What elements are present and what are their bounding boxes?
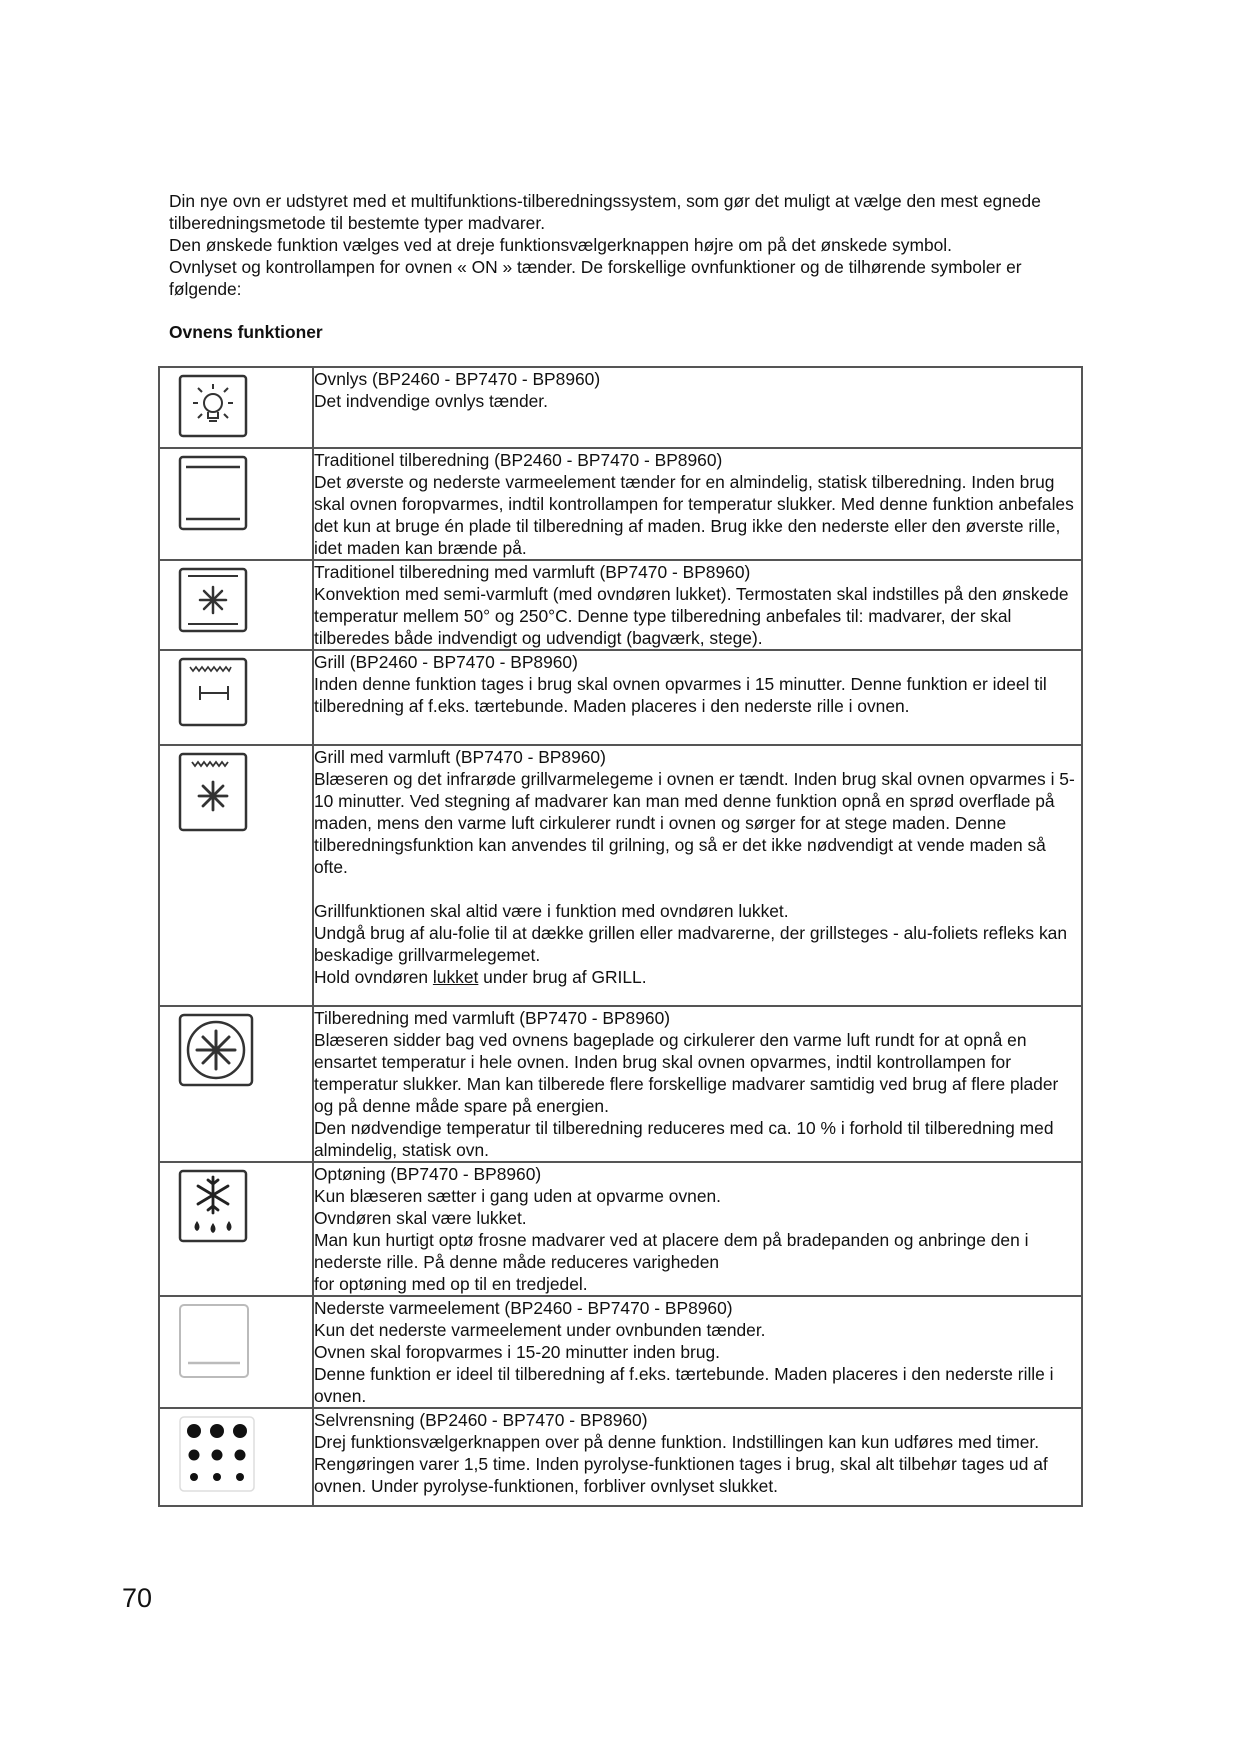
defrost-icon	[178, 1169, 248, 1233]
function-title: Traditionel tilberedning (BP2460 - BP7470 - BP8960)	[314, 450, 723, 470]
function-description: Konvektion med semi-varmluft (med ovndøren lukket). Termostaten skal indstilles på den ønskede temperatur mellem 50° og 250°C. Denne type tilberedning anbefales til: madvarer, der skal tilberedes både indvendigt og udvendigt (bagværk, stege).	[314, 584, 1069, 648]
conventional-fan-icon	[178, 567, 248, 631]
function-description: Blæseren og det infrarøde grillvarmelegeme i ovnen er tændt. Inden brug skal ovnen opvarmes i 5-10 minutter. Ved stegning af madvarer kan man med denne funktion opnå en sprød overflade på maden, mens den varme luft cirkulerer rundt i ovnen og sørger for at stege maden. Denne tilberedningsfunktion kan anvendes til grilning, og så er det ikke nødvendigt at vende maden så ofte.	[314, 769, 1075, 877]
function-description: Det indvendige ovnlys tænder.	[314, 391, 548, 411]
function-description: Inden denne funktion tages i brug skal ovnen opvarmes i 15 minutter. Denne funktion er ideel til tilberedning af f.eks. tærtebunde. Maden placeres i den nederste rille i ovnen.	[314, 674, 1047, 716]
functions-table	[158, 366, 1083, 1507]
function-title: Selvrensning (BP2460 - BP7470 - BP8960)	[314, 1410, 648, 1430]
function-description: Drej funktionsvælgerknappen over på denne funktion. Indstillingen kan kun udføres med timer. Rengøringen varer 1,5 time. Inden pyrolyse-funktionen tages i brug, skal alt tilbehør tages ud af ovnen. Under pyrolyse-funktionen, forbliver ovnlyset slukket.	[314, 1432, 1048, 1496]
top-bottom-heat-icon	[178, 455, 248, 519]
function-row-fan-grill	[159, 745, 1082, 1006]
intro-paragraph-1: Din nye ovn er udstyret med et multifunktions-tilberedningssystem, som gør det muligt at vælge den mest egnede tilberedningsmetode til bestemte typer madvarer.	[169, 191, 1041, 233]
grill-icon	[178, 657, 248, 721]
function-description: Kun blæseren sætter i gang uden at opvarme ovnen.	[314, 1186, 721, 1206]
section-title: Ovnens funktioner	[169, 322, 323, 342]
function-note: for optøning med op til en tredjedel.	[314, 1274, 588, 1294]
function-description: Blæseren sidder bag ved ovnens bageplade og cirkulerer den varme luft rundt for at opnå en ensartet temperatur i hele ovnen. Inden brug skal ovnen opvarmes, indtil kontrollampen for temperatur slukker. Man kan tilberede flere forskellige madvarer samtidig ved brug af flere plader og på denne måde spare på energien.	[314, 1030, 1059, 1116]
page-number: 70	[122, 1583, 153, 1613]
function-note: Ovndøren skal være lukket.	[314, 1208, 527, 1228]
function-row-defrost	[159, 1162, 1082, 1296]
function-row-pyrolysis	[159, 1408, 1082, 1506]
function-row-grill	[159, 650, 1082, 745]
function-note: Ovnen skal foropvarmes i 15-20 minutter inden brug.	[314, 1342, 720, 1362]
function-row-hot-air	[159, 1006, 1082, 1162]
function-title: Grill (BP2460 - BP7470 - BP8960)	[314, 652, 578, 672]
function-row-traditional	[159, 448, 1082, 560]
function-title: Nederste varmeelement (BP2460 - BP7470 - BP8960)	[314, 1298, 733, 1318]
fan-grill-icon	[178, 752, 248, 816]
function-note: Man kun hurtigt optø frosne madvarer ved at placere dem på bradepanden og anbringe den i nederste rille. På denne måde reduceres varigheden	[314, 1230, 1029, 1272]
function-row-bottom-heat	[159, 1296, 1082, 1408]
function-title: Traditionel tilberedning med varmluft (BP7470 - BP8960)	[314, 562, 751, 582]
bottom-heat-icon	[178, 1303, 248, 1367]
function-title: Optøning (BP7470 - BP8960)	[314, 1164, 542, 1184]
function-title: Grill med varmluft (BP7470 - BP8960)	[314, 747, 606, 767]
function-note: Den nødvendige temperatur til tilberedning reduceres med ca. 10 % i forhold til tilberedning med almindelig, statisk ovn.	[314, 1118, 1054, 1160]
hot-air-fan-icon	[178, 1013, 248, 1077]
function-row-conventional-fan	[159, 560, 1082, 650]
function-description: Det øverste og nederste varmeelement tænder for en almindelig, statisk tilberedning. Inden brug skal ovnen foropvarmes, indtil kontrollampen for temperatur slukker. Med denne funktion anbefales det kun at bruge én plade til tilberedning af maden. Brug ikke den nederste eller den øverste rille, idet maden kan brænde på.	[314, 472, 1074, 558]
function-description: Kun det nederste varmeelement under ovnbunden tænder.	[314, 1320, 766, 1340]
function-row-oven-light	[159, 367, 1082, 448]
pyrolysis-icon	[178, 1415, 248, 1479]
intro-text	[169, 190, 1089, 300]
intro-paragraph-3: Ovnlyset og kontrollampen for ovnen « ON » tænder. De forskellige ovnfunktioner og de tilhørende symboler er følgende:	[169, 257, 1022, 299]
oven-light-icon	[178, 374, 248, 438]
function-note: Grillfunktionen skal altid være i funktion med ovndøren lukket.	[314, 901, 789, 921]
function-title: Ovnlys (BP2460 - BP7470 - BP8960)	[314, 369, 601, 389]
function-note: Hold ovndøren lukket under brug af GRILL.	[314, 967, 647, 987]
underlined-word: lukket	[432, 967, 479, 987]
function-note: Undgå brug af alu-folie til at dække grillen eller madvarerne, der grillsteges - alu-foliets refleks kan beskadige grillvarmelegemet.	[314, 923, 1067, 965]
function-title: Tilberedning med varmluft (BP7470 - BP8960)	[314, 1008, 671, 1028]
intro-paragraph-2: Den ønskede funktion vælges ved at dreje funktionsvælgerknappen højre om på det ønskede symbol.	[169, 235, 953, 255]
function-note: Denne funktion er ideel til tilberedning af f.eks. tærtebunde. Maden placeres i den nederste rille i ovnen.	[314, 1364, 1054, 1406]
